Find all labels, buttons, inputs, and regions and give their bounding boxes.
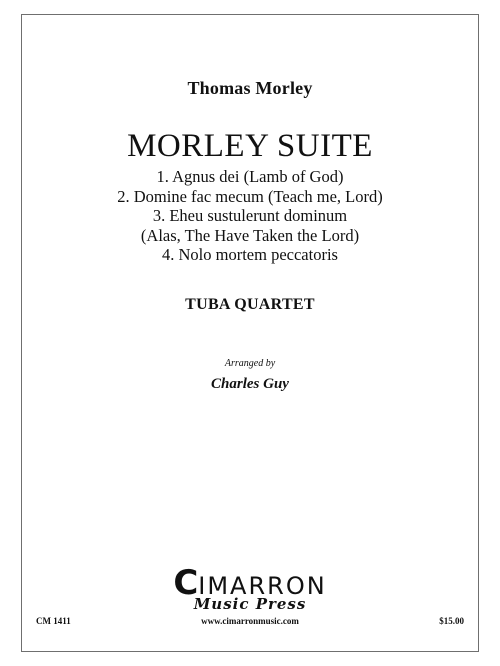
catalog-number: CM 1411 (36, 616, 71, 626)
publisher-website: www.cimarronmusic.com (201, 616, 299, 626)
arranged-by-label: Arranged by (224, 358, 276, 369)
publisher-press-name: Music Press (193, 595, 307, 613)
movement-item: 2. Domine fac mecum (Teach me, Lord) (117, 186, 383, 206)
arranger-name: Charles Guy (211, 376, 289, 392)
work-title: MORLEY SUITE (127, 128, 373, 164)
movement-list (0, 167, 500, 265)
publisher-logo-rest: IMARRON (198, 572, 327, 600)
publisher-logo-initial: C (173, 563, 199, 603)
page-border (21, 14, 479, 652)
price: $15.00 (439, 616, 464, 626)
movement-item: 3. Eheu sustulerunt dominum (152, 206, 348, 225)
movement-item: (Alas, The Have Taken the Lord) (140, 225, 360, 245)
movement-item: 4. Nolo mortem peccatoris (162, 245, 338, 264)
movement-item: 1. Agnus dei (Lamb of God) (156, 167, 344, 186)
instrumentation: TUBA QUARTET (185, 296, 315, 313)
composer-name: Thomas Morley (187, 78, 313, 98)
